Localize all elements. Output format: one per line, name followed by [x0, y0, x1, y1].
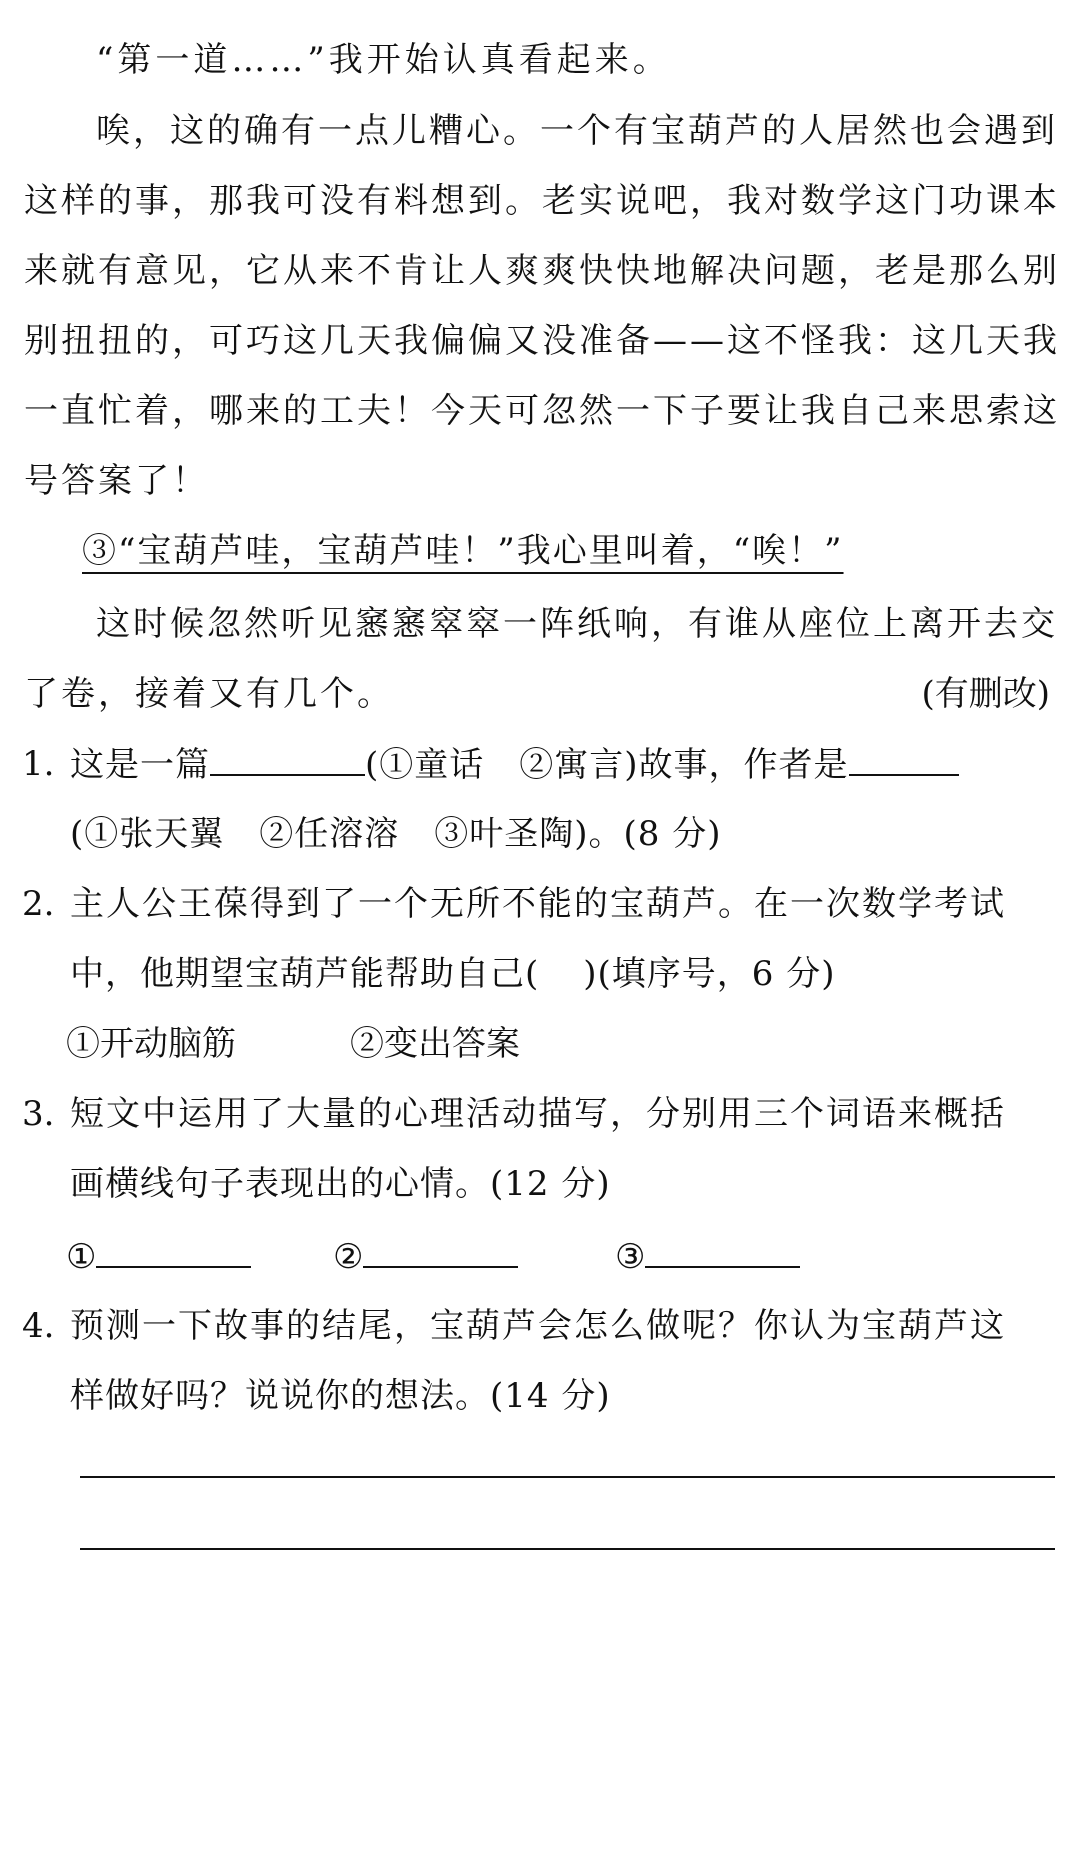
question-1-line-2: (①张天翼 ②任溶溶 ③叶圣陶)。(8 分): [70, 814, 722, 854]
question-1-author-blank[interactable]: [849, 744, 959, 776]
answer-line-1[interactable]: [80, 1476, 1055, 1478]
question-4-number: 4.: [22, 1306, 55, 1346]
answer-line-2[interactable]: [80, 1548, 1055, 1550]
question-3-blank-3-label: ③: [615, 1237, 646, 1277]
passage-line-2: 唉，这的确有一点儿糟心。一个有宝葫芦的人居然也会遇到: [96, 111, 1058, 151]
question-1-part-2: (①童话 ②寓言)故事，作者是: [365, 745, 849, 785]
passage-line-10: 了卷，接着又有几个。: [24, 674, 394, 714]
passage-line-3: 这样的事，那我可没有料想到。老实说吧，我对数学这门功课本: [24, 181, 1060, 221]
underlined-sentence-wrap: [82, 531, 1042, 571]
question-3-blank-1-line[interactable]: [96, 1236, 251, 1268]
question-3-blank-2: [333, 1236, 518, 1277]
question-3-blank-2-line[interactable]: [363, 1236, 518, 1268]
passage-line-6: 一直忙着，哪来的工夫！今天可忽然一下子要让我自己来思索这: [24, 391, 1060, 431]
passage-line-1: “第一道……”我开始认真看起来。: [96, 40, 671, 80]
passage-line-9: 这时候忽然听见窸窸窣窣一阵纸响，有谁从座位上离开去交: [96, 604, 1058, 644]
question-3-blank-3-line[interactable]: [645, 1236, 800, 1268]
passage-line-5: 别扭扭的，可巧这几天我偏偏又没准备——这不怪我：这几天我: [24, 321, 1060, 361]
question-3-number: 3.: [22, 1094, 55, 1134]
question-4-line-1: 预测一下故事的结尾，宝葫芦会怎么做呢？你认为宝葫芦这: [70, 1306, 1006, 1346]
edit-note: (有删改): [921, 674, 1050, 714]
question-2-line-2: [70, 954, 836, 994]
question-2-option-1: ①开动脑筋: [66, 1024, 236, 1064]
question-3-blank-3: [615, 1236, 800, 1277]
question-3-blank-2-label: ②: [333, 1237, 364, 1277]
question-3-line-1: 短文中运用了大量的心理活动描写，分别用三个词语来概括: [70, 1094, 1006, 1134]
question-2-number: 2.: [22, 884, 55, 924]
question-2-line-2a: 中，他期望宝葫芦能帮助自己(: [70, 954, 540, 994]
question-4-line-2: 样做好吗？说说你的想法。(14 分): [70, 1376, 611, 1416]
question-2-line-1: 主人公王葆得到了一个无所不能的宝葫芦。在一次数学考试: [70, 884, 1006, 924]
passage-line-7: 号答案了！: [24, 461, 209, 501]
question-3-blank-1-label: ①: [66, 1237, 97, 1277]
question-2-option-2: ②变出答案: [350, 1024, 520, 1064]
question-1-part-1: 这是一篇: [70, 745, 210, 785]
underlined-sentence: ③“宝葫芦哇，宝葫芦哇！”我心里叫着，“唉！”: [82, 531, 844, 571]
question-1-type-blank[interactable]: [210, 744, 365, 776]
question-1-number: 1.: [22, 744, 55, 784]
question-3-line-2: 画横线句子表现出的心情。(12 分): [70, 1164, 611, 1204]
question-2-line-2b: )(填序号，6 分): [583, 954, 836, 994]
question-1-line-1: [70, 744, 959, 785]
passage-line-4: 来就有意见，它从来不肯让人爽爽快快地解决问题，老是那么别: [24, 251, 1060, 291]
question-3-blank-1: [66, 1236, 251, 1277]
